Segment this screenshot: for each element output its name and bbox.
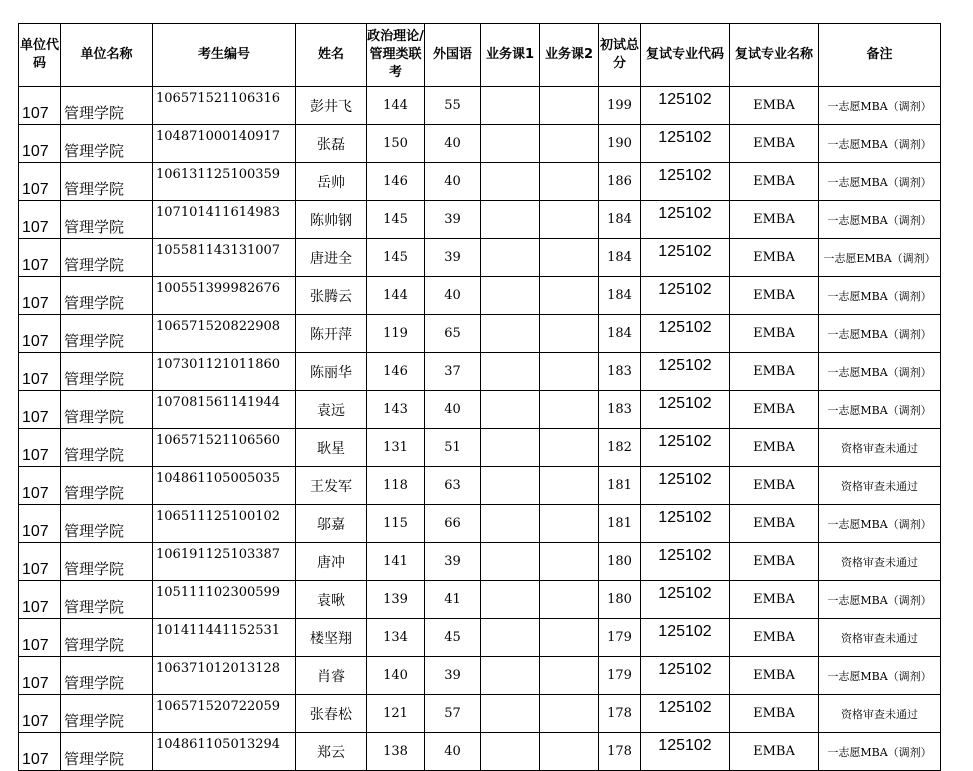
foreign-score-cell: 55 [425,87,481,125]
major-name-cell: EMBA [730,695,819,733]
foreign-score-cell: 57 [425,695,481,733]
major-name-cell: EMBA [730,619,819,657]
unit-name-cell: 管理学院 [61,391,153,429]
major-code-cell: 125102 [641,201,730,239]
politics-score-cell: 144 [367,277,425,315]
foreign-score-cell: 40 [425,163,481,201]
course1-score-cell [481,619,540,657]
course2-score-cell [540,163,599,201]
course1-score-cell [481,315,540,353]
course2-score-cell [540,467,599,505]
table-row [19,429,941,467]
note-cell: 资格审查未通过 [819,695,941,733]
table-row [19,201,941,239]
note-cell: 资格审查未通过 [819,543,941,581]
course1-score-cell [481,467,540,505]
course1-score-cell [481,87,540,125]
header-foreign: 外国语 [425,24,481,87]
table-row [19,695,941,733]
unit-name-cell: 管理学院 [61,581,153,619]
major-name-cell: EMBA [730,467,819,505]
foreign-score-cell: 40 [425,277,481,315]
course1-score-cell [481,125,540,163]
course2-score-cell [540,581,599,619]
course1-score-cell [481,353,540,391]
note-cell: 一志愿MBA（调剂） [819,277,941,315]
unit-code-cell: 107 [19,581,61,619]
unit-code-cell: 107 [19,619,61,657]
table-row [19,619,941,657]
total-score-cell: 183 [599,391,641,429]
unit-code-cell: 107 [19,239,61,277]
course1-score-cell [481,201,540,239]
politics-score-cell: 121 [367,695,425,733]
course2-score-cell [540,125,599,163]
candidate-name-cell: 肖睿 [296,657,367,695]
table-row [19,87,941,125]
major-code-cell: 125102 [641,391,730,429]
course1-score-cell [481,657,540,695]
unit-code-cell: 107 [19,125,61,163]
major-code-cell: 125102 [641,543,730,581]
course1-score-cell [481,695,540,733]
table-row [19,391,941,429]
unit-code-cell: 107 [19,163,61,201]
politics-score-cell: 138 [367,733,425,771]
major-code-cell: 125102 [641,429,730,467]
unit-code-cell: 107 [19,467,61,505]
unit-name-cell: 管理学院 [61,429,153,467]
major-name-cell: EMBA [730,657,819,695]
unit-name-cell: 管理学院 [61,87,153,125]
table-row [19,315,941,353]
unit-name-cell: 管理学院 [61,657,153,695]
foreign-score-cell: 40 [425,733,481,771]
unit-name-cell: 管理学院 [61,201,153,239]
course2-score-cell [540,201,599,239]
course2-score-cell [540,277,599,315]
unit-code-cell: 107 [19,429,61,467]
politics-score-cell: 118 [367,467,425,505]
unit-name-cell: 管理学院 [61,125,153,163]
politics-score-cell: 150 [367,125,425,163]
table-row [19,163,941,201]
exam-id-cell: 107101411614983 [153,201,296,239]
table-row [19,657,941,695]
course1-score-cell [481,505,540,543]
course1-score-cell [481,543,540,581]
course1-score-cell [481,277,540,315]
note-cell: 一志愿MBA（调剂） [819,201,941,239]
header-total: 初试总分 [599,24,641,87]
candidate-name-cell: 陈丽华 [296,353,367,391]
exam-id-cell: 106191125103387 [153,543,296,581]
unit-name-cell: 管理学院 [61,163,153,201]
unit-code-cell: 107 [19,695,61,733]
exam-id-cell: 104871000140917 [153,125,296,163]
foreign-score-cell: 41 [425,581,481,619]
exam-id-cell: 107081561141944 [153,391,296,429]
candidate-name-cell: 唐冲 [296,543,367,581]
table-row [19,505,941,543]
foreign-score-cell: 37 [425,353,481,391]
table-row [19,543,941,581]
foreign-score-cell: 65 [425,315,481,353]
total-score-cell: 181 [599,505,641,543]
major-name-cell: EMBA [730,505,819,543]
total-score-cell: 184 [599,239,641,277]
course2-score-cell [540,391,599,429]
course2-score-cell [540,695,599,733]
unit-code-cell: 107 [19,315,61,353]
total-score-cell: 184 [599,277,641,315]
unit-name-cell: 管理学院 [61,239,153,277]
major-name-cell: EMBA [730,201,819,239]
candidate-name-cell: 郑云 [296,733,367,771]
course1-score-cell [481,581,540,619]
note-cell: 一志愿MBA（调剂） [819,315,941,353]
total-score-cell: 181 [599,467,641,505]
politics-score-cell: 145 [367,239,425,277]
header-unit-code: 单位代码 [19,24,61,87]
politics-score-cell: 143 [367,391,425,429]
exam-id-cell: 100551399982676 [153,277,296,315]
major-name-cell: EMBA [730,581,819,619]
table-row [19,125,941,163]
total-score-cell: 190 [599,125,641,163]
unit-name-cell: 管理学院 [61,505,153,543]
politics-score-cell: 131 [367,429,425,467]
major-code-cell: 125102 [641,505,730,543]
politics-score-cell: 119 [367,315,425,353]
note-cell: 一志愿MBA（调剂） [819,733,941,771]
major-code-cell: 125102 [641,733,730,771]
exam-id-cell: 106571520722059 [153,695,296,733]
total-score-cell: 183 [599,353,641,391]
major-name-cell: EMBA [730,125,819,163]
table-row [19,581,941,619]
note-cell: 资格审查未通过 [819,467,941,505]
foreign-score-cell: 51 [425,429,481,467]
note-cell: 一志愿MBA（调剂） [819,505,941,543]
total-score-cell: 184 [599,315,641,353]
politics-score-cell: 145 [367,201,425,239]
foreign-score-cell: 63 [425,467,481,505]
foreign-score-cell: 40 [425,391,481,429]
course2-score-cell [540,429,599,467]
candidate-name-cell: 唐进全 [296,239,367,277]
politics-score-cell: 139 [367,581,425,619]
note-cell: 一志愿MBA（调剂） [819,581,941,619]
major-name-cell: EMBA [730,353,819,391]
exam-id-cell: 107301121011860 [153,353,296,391]
unit-name-cell: 管理学院 [61,543,153,581]
foreign-score-cell: 39 [425,657,481,695]
unit-name-cell: 管理学院 [61,315,153,353]
candidate-name-cell: 岳帅 [296,163,367,201]
course2-score-cell [540,315,599,353]
course2-score-cell [540,657,599,695]
exam-id-cell: 106511125100102 [153,505,296,543]
course2-score-cell [540,505,599,543]
major-code-cell: 125102 [641,163,730,201]
table-body [19,87,941,771]
exam-id-cell: 105581143131007 [153,239,296,277]
table-header [19,24,941,87]
unit-code-cell: 107 [19,277,61,315]
table-row [19,733,941,771]
candidate-name-cell: 张春松 [296,695,367,733]
unit-name-cell: 管理学院 [61,277,153,315]
admission-table [18,23,941,771]
candidate-name-cell: 张磊 [296,125,367,163]
candidate-name-cell: 耿星 [296,429,367,467]
course2-score-cell [540,239,599,277]
unit-code-cell: 107 [19,543,61,581]
politics-score-cell: 134 [367,619,425,657]
course1-score-cell [481,163,540,201]
course1-score-cell [481,429,540,467]
major-code-cell: 125102 [641,239,730,277]
major-name-cell: EMBA [730,163,819,201]
politics-score-cell: 146 [367,353,425,391]
exam-id-cell: 106571520822908 [153,315,296,353]
course2-score-cell [540,353,599,391]
unit-name-cell: 管理学院 [61,619,153,657]
candidate-name-cell: 彭井飞 [296,87,367,125]
major-code-cell: 125102 [641,125,730,163]
note-cell: 一志愿EMBA（调剂） [819,239,941,277]
unit-code-cell: 107 [19,391,61,429]
exam-id-cell: 106131125100359 [153,163,296,201]
total-score-cell: 179 [599,657,641,695]
course1-score-cell [481,391,540,429]
total-score-cell: 180 [599,543,641,581]
note-cell: 一志愿MBA（调剂） [819,125,941,163]
table-row [19,277,941,315]
note-cell: 一志愿MBA（调剂） [819,163,941,201]
header-unit-name: 单位名称 [61,24,153,87]
politics-score-cell: 115 [367,505,425,543]
header-row [19,24,941,87]
major-name-cell: EMBA [730,315,819,353]
major-code-cell: 125102 [641,467,730,505]
total-score-cell: 182 [599,429,641,467]
politics-score-cell: 144 [367,87,425,125]
exam-id-cell: 106571521106560 [153,429,296,467]
foreign-score-cell: 39 [425,239,481,277]
exam-id-cell: 106371012013128 [153,657,296,695]
exam-id-cell: 104861105013294 [153,733,296,771]
page [18,23,941,771]
note-cell: 资格审查未通过 [819,429,941,467]
major-name-cell: EMBA [730,733,819,771]
header-major-code: 复试专业代码 [641,24,730,87]
foreign-score-cell: 39 [425,201,481,239]
candidate-name-cell: 张腾云 [296,277,367,315]
candidate-name-cell: 王发军 [296,467,367,505]
header-name: 姓名 [296,24,367,87]
foreign-score-cell: 40 [425,125,481,163]
unit-code-cell: 107 [19,353,61,391]
note-cell: 资格审查未通过 [819,619,941,657]
table-row [19,353,941,391]
header-exam-id: 考生编号 [153,24,296,87]
foreign-score-cell: 45 [425,619,481,657]
foreign-score-cell: 39 [425,543,481,581]
unit-name-cell: 管理学院 [61,733,153,771]
major-name-cell: EMBA [730,429,819,467]
total-score-cell: 178 [599,695,641,733]
header-course1: 业务课1 [481,24,540,87]
unit-name-cell: 管理学院 [61,467,153,505]
total-score-cell: 178 [599,733,641,771]
header-major-name: 复试专业名称 [730,24,819,87]
course2-score-cell [540,733,599,771]
course1-score-cell [481,239,540,277]
unit-code-cell: 107 [19,505,61,543]
major-code-cell: 125102 [641,353,730,391]
foreign-score-cell: 66 [425,505,481,543]
exam-id-cell: 104861105005035 [153,467,296,505]
header-politics: 政治理论/管理类联考 [367,24,425,87]
table-row [19,467,941,505]
major-name-cell: EMBA [730,391,819,429]
major-code-cell: 125102 [641,315,730,353]
major-code-cell: 125102 [641,657,730,695]
unit-code-cell: 107 [19,657,61,695]
unit-name-cell: 管理学院 [61,353,153,391]
header-note: 备注 [819,24,941,87]
table-row [19,239,941,277]
total-score-cell: 179 [599,619,641,657]
major-code-cell: 125102 [641,581,730,619]
course2-score-cell [540,87,599,125]
major-code-cell: 125102 [641,87,730,125]
course1-score-cell [481,733,540,771]
exam-id-cell: 101411441152531 [153,619,296,657]
candidate-name-cell: 邬嘉 [296,505,367,543]
major-name-cell: EMBA [730,543,819,581]
note-cell: 一志愿MBA（调剂） [819,657,941,695]
note-cell: 一志愿MBA（调剂） [819,391,941,429]
unit-code-cell: 107 [19,201,61,239]
course2-score-cell [540,619,599,657]
major-code-cell: 125102 [641,695,730,733]
exam-id-cell: 105111102300599 [153,581,296,619]
unit-code-cell: 107 [19,87,61,125]
major-code-cell: 125102 [641,619,730,657]
candidate-name-cell: 陈帅钢 [296,201,367,239]
candidate-name-cell: 袁啾 [296,581,367,619]
total-score-cell: 199 [599,87,641,125]
politics-score-cell: 140 [367,657,425,695]
total-score-cell: 184 [599,201,641,239]
candidate-name-cell: 楼坚翔 [296,619,367,657]
total-score-cell: 186 [599,163,641,201]
major-name-cell: EMBA [730,239,819,277]
unit-code-cell: 107 [19,733,61,771]
total-score-cell: 180 [599,581,641,619]
note-cell: 一志愿MBA（调剂） [819,87,941,125]
candidate-name-cell: 袁远 [296,391,367,429]
major-name-cell: EMBA [730,87,819,125]
major-name-cell: EMBA [730,277,819,315]
course2-score-cell [540,543,599,581]
note-cell: 一志愿MBA（调剂） [819,353,941,391]
politics-score-cell: 146 [367,163,425,201]
header-course2: 业务课2 [540,24,599,87]
politics-score-cell: 141 [367,543,425,581]
exam-id-cell: 106571521106316 [153,87,296,125]
major-code-cell: 125102 [641,277,730,315]
unit-name-cell: 管理学院 [61,695,153,733]
candidate-name-cell: 陈开萍 [296,315,367,353]
